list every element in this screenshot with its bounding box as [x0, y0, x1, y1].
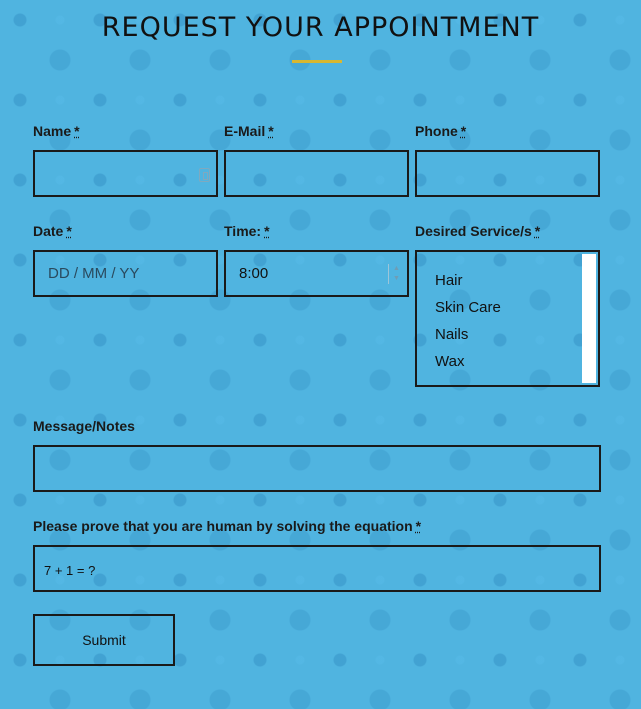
spinner-down-icon[interactable]: ▼: [393, 275, 400, 282]
email-input[interactable]: [224, 150, 409, 197]
required-mark: *: [460, 123, 467, 139]
captcha-equation: 7 + 1 = ?: [44, 563, 96, 578]
time-label: [224, 223, 270, 239]
services-listbox[interactable]: [415, 250, 600, 387]
message-input[interactable]: [33, 445, 601, 492]
name-label-text: Name: [33, 123, 72, 139]
email-label: [224, 123, 274, 139]
time-value: 8:00: [239, 265, 269, 282]
captcha-label-text: Please prove that you are human by solving the equation: [33, 518, 413, 534]
submit-button[interactable]: Submit: [33, 614, 175, 666]
message-label: Message/Notes: [33, 418, 135, 434]
name-label: [33, 123, 80, 139]
service-option[interactable]: Wax: [435, 353, 465, 370]
required-mark: *: [66, 223, 72, 239]
phone-label-text: Phone: [415, 123, 458, 139]
services-label-text: Desired Service/s: [415, 223, 532, 239]
services-label: [415, 223, 540, 239]
date-input[interactable]: [33, 250, 218, 297]
services-scrollbar[interactable]: [582, 254, 596, 383]
time-spinner[interactable]: [388, 264, 400, 284]
title-underline: [292, 60, 342, 63]
required-mark: *: [268, 123, 274, 139]
required-mark: *: [264, 223, 270, 239]
required-mark: *: [415, 518, 422, 534]
email-label-text: E-Mail: [224, 123, 266, 139]
name-input[interactable]: [33, 150, 218, 197]
date-label-text: Date: [33, 223, 64, 239]
service-option[interactable]: Hair: [435, 272, 463, 289]
required-mark: *: [74, 123, 80, 139]
spinner-up-icon[interactable]: ▲: [393, 265, 400, 272]
phone-label: [415, 123, 466, 139]
captcha-label: [33, 518, 421, 534]
page-title: REQUEST YOUR APPOINTMENT: [101, 12, 540, 43]
captcha-input[interactable]: [33, 545, 601, 592]
service-option[interactable]: Skin Care: [435, 299, 501, 316]
time-input[interactable]: [224, 250, 409, 297]
time-label-text: Time:: [224, 223, 262, 239]
phone-input[interactable]: [415, 150, 600, 197]
service-option[interactable]: Nails: [435, 326, 469, 343]
date-label: [33, 223, 72, 239]
required-mark: *: [534, 223, 541, 239]
keyboard-icon: [199, 168, 210, 182]
date-placeholder: DD / MM / YY: [48, 265, 140, 282]
